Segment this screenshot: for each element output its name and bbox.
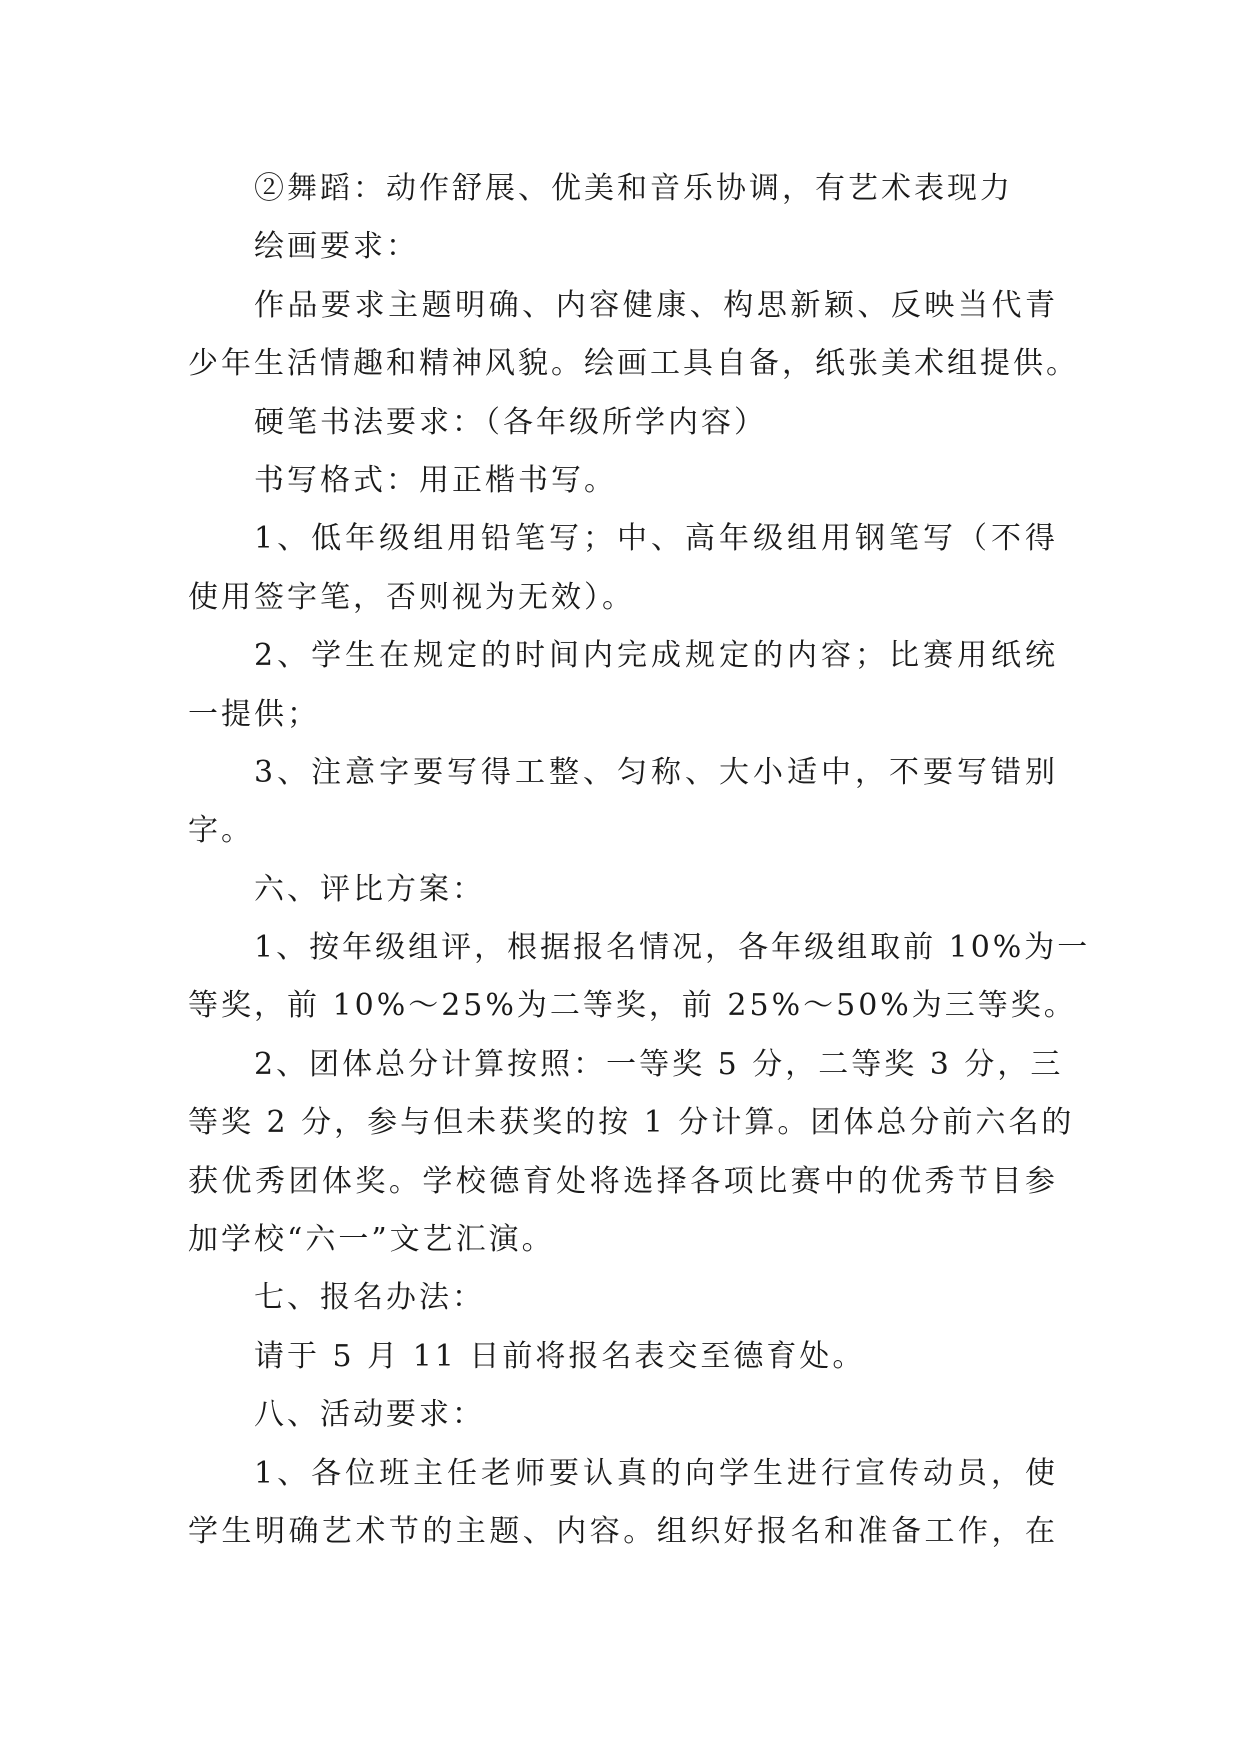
text-line: ②舞蹈：动作舒展、优美和音乐协调，有艺术表现力 (254, 171, 1013, 206)
section-heading: 六、评比方案： (254, 871, 485, 907)
text-line: 学生明确艺术节的主题、内容。组织好报名和准备工作，在 (188, 1513, 1058, 1549)
text-line: 字。 (188, 813, 254, 849)
text-line: 等奖 2 分，参与但未获奖的按 1 分计算。团体总分前六名的 (188, 1105, 1075, 1141)
section-heading: 八、活动要求： (254, 1397, 485, 1433)
list-item: 2、团体总分计算按照：一等奖 5 分，二等奖 3 分，三 (254, 1046, 1064, 1082)
text-line: 书写格式：用正楷书写。 (254, 462, 617, 498)
text-line: 使用签字笔，否则视为无效）。 (188, 579, 635, 615)
section-heading: 七、报名办法： (254, 1280, 485, 1316)
text-line: 等奖，前 10%～25%为二等奖，前 25%～50%为三等奖。 (188, 988, 1077, 1024)
text-line: 作品要求主题明确、内容健康、构思新颖、反映当代青 (254, 287, 1058, 323)
text-line: 一提供； (188, 696, 320, 732)
list-item: 1、低年级组用铅笔写；中、高年级组用钢笔写（不得 (254, 521, 1058, 557)
list-item: 3、注意字要写得工整、匀称、大小适中，不要写错别 (254, 754, 1058, 790)
text-line: 请于 5 月 11 日前将报名表交至德育处。 (254, 1338, 866, 1374)
text-line: 加学校“六一”文艺汇演。 (188, 1222, 555, 1258)
section-heading: 绘画要求： (254, 229, 419, 265)
list-item: 2、学生在规定的时间内完成规定的内容；比赛用纸统 (254, 638, 1058, 674)
list-item: 1、按年级组评，根据报名情况，各年级组取前 10%为一 (254, 930, 1091, 966)
text-line: 少年生活情趣和精神风貌。绘画工具自备，纸张美术组提供。 (188, 346, 1079, 382)
document-body (188, 160, 1091, 1561)
text-line: 获优秀团体奖。学校德育处将选择各项比赛中的优秀节目参 (188, 1163, 1058, 1199)
section-heading: 硬笔书法要求：（各年级所学内容） (254, 404, 767, 440)
list-item: 1、各位班主任老师要认真的向学生进行宣传动员，使 (254, 1455, 1058, 1491)
